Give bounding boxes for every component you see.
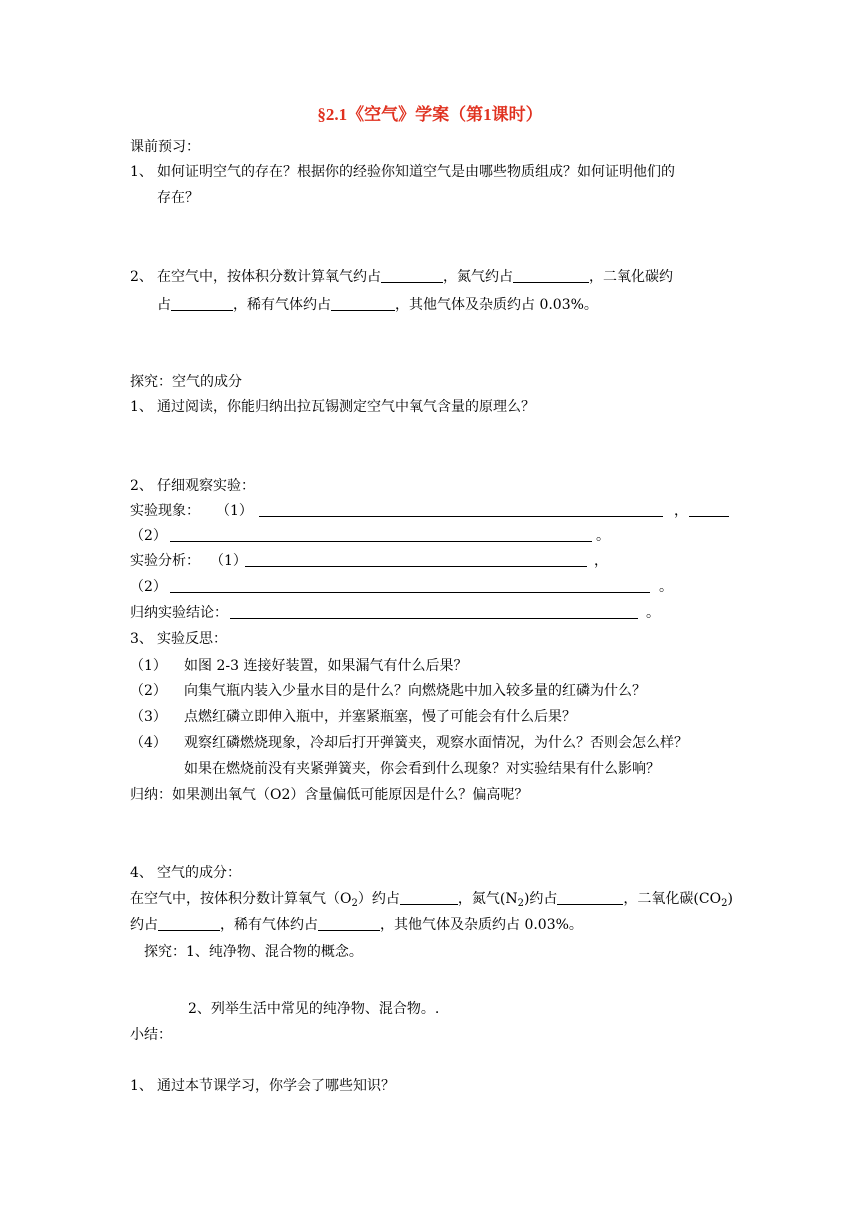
conclusion-period: 。 <box>646 605 660 621</box>
reflection-2-number: （2） <box>130 683 167 699</box>
reflection-4-number: （4） <box>130 735 167 751</box>
preview-q1-number: 1、 <box>130 164 153 180</box>
preview-q2-line1: 在空气中，按体积分数计算氧气约占 ，氮气约占 ，二氧化碳约 <box>157 269 673 285</box>
reflection-3-number: （3） <box>130 709 167 725</box>
blank-phenomenon-1[interactable] <box>259 502 663 517</box>
page-title: §2.1《空气》学案（第1课时） <box>317 105 543 124</box>
explore-q1-text: 通过阅读，你能归纳出拉瓦锡测定空气中氧气含量的原理么？ <box>157 399 535 415</box>
analysis-label: 实验分析： <box>130 553 200 569</box>
composition-line2: 约占 ，稀有气体约占 ，其他气体及杂质约占 0.03%。 <box>130 917 583 933</box>
explore-q2-number: 2、 <box>130 478 153 494</box>
blank-oxygen[interactable] <box>381 268 443 283</box>
reflection-2-text: 向集气瓶内装入少量水目的是什么？向燃烧匙中加入较多量的红磷为什么？ <box>184 683 646 699</box>
analysis-1-number: （1） <box>210 553 247 569</box>
phenomenon-1-number: （1） <box>216 503 253 519</box>
explore-q1-number: 1、 <box>130 399 153 415</box>
explore-q3-number: 3、 <box>130 631 153 647</box>
blank-o2[interactable] <box>400 890 458 905</box>
reflection-1-number: （1） <box>130 658 167 674</box>
preview-q2-number: 2、 <box>130 269 153 285</box>
preview-q1-text: 如何证明空气的存在？根据你的经验你知道空气是由哪些物质组成？如何证明他们的 <box>157 164 675 180</box>
explore-heading: 探究：空气的成分 <box>130 374 242 390</box>
preview-heading: 课前预习： <box>130 139 200 155</box>
blank-co2[interactable] <box>171 296 233 311</box>
preview-q1-text-cont: 存在？ <box>157 190 199 206</box>
blank-n2[interactable] <box>557 890 623 905</box>
explore-examples: 2、列举生活中常见的纯净物、混合物。. <box>188 1001 440 1017</box>
blank-phenomenon-2[interactable] <box>170 527 592 542</box>
blank-co2-2[interactable] <box>158 916 220 931</box>
preview-q2-line2: 占 ，稀有气体约占 ，其他气体及杂质约占 0.03%。 <box>157 297 598 313</box>
explore-q3-text: 实验反思： <box>157 631 227 647</box>
blank-noble-gas[interactable] <box>331 296 395 311</box>
summary-question: 归纳：如果测出氧气（O2）含量偏低可能原因是什么？偏高呢？ <box>130 787 529 803</box>
explore-pure-mixture: 探究：1、纯净物、混合物的概念。 <box>144 944 363 960</box>
reflection-3-text: 点燃红磷立即伸入瓶中，并塞紧瓶塞，慢了可能会有什么后果？ <box>184 709 576 725</box>
blank-conclusion[interactable] <box>230 604 638 619</box>
blank-noble-gas-2[interactable] <box>318 916 380 931</box>
composition-number: 4、 <box>130 865 153 881</box>
conclusion-label: 归纳实验结论： <box>130 605 228 621</box>
phenomenon-comma: ， <box>674 503 688 519</box>
blank-analysis-1[interactable] <box>245 552 587 567</box>
phenomenon-label: 实验现象： <box>130 503 200 519</box>
reflection-4-text: 观察红磷燃烧现象，冷却后打开弹簧夹，观察水面情况，为什么？否则会怎么样？ <box>184 735 688 751</box>
analysis-2-number: （2） <box>130 579 167 595</box>
summary-1-number: 1、 <box>130 1078 153 1094</box>
analysis-period: 。 <box>659 579 673 595</box>
composition-heading: 空气的成分： <box>157 865 241 881</box>
phenomenon-period: 。 <box>596 528 610 544</box>
summary-heading: 小结： <box>130 1027 172 1043</box>
summary-1-text: 通过本节课学习，你学会了哪些知识？ <box>157 1078 395 1094</box>
phenomenon-2-number: （2） <box>130 528 167 544</box>
composition-line1: 在空气中，按体积分数计算氧气$(O_2)$约占 ，氮气$(N_2)$约占 ，二氧化碳$(CO_2)$ <box>130 891 733 909</box>
reflection-1-text: 如图 2-3 连接好装置，如果漏气有什么后果？ <box>184 658 468 674</box>
reflection-4-text-cont: 如果在燃烧前没有夹紧弹簧夹，你会看到什么现象？对实验结果有什么影响？ <box>184 761 660 777</box>
explore-q2-text: 仔细观察实验： <box>157 478 255 494</box>
blank-analysis-2[interactable] <box>170 578 650 593</box>
blank-phenomenon-1-cont[interactable] <box>689 502 729 517</box>
blank-nitrogen[interactable] <box>513 268 589 283</box>
analysis-comma: ， <box>594 553 608 569</box>
